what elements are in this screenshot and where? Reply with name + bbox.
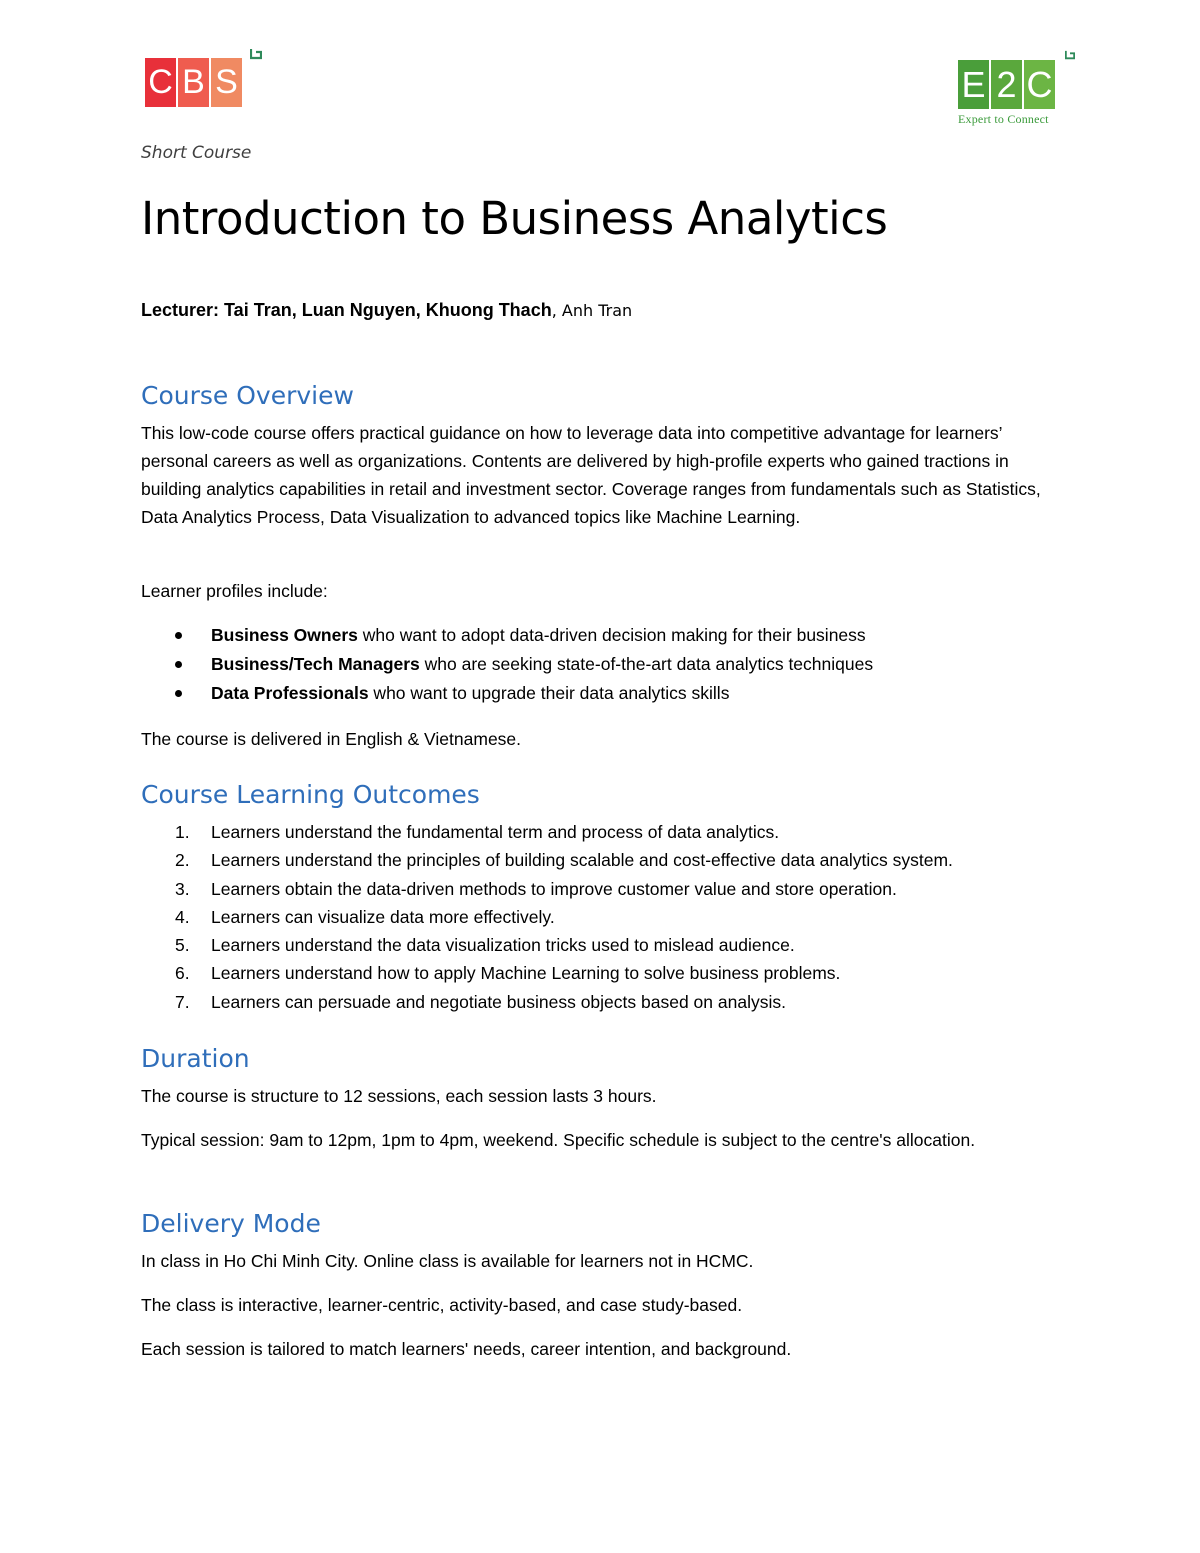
outcome-text: Learners obtain the data-driven methods to improve customer value and store operation. [211, 878, 897, 899]
list-item [141, 818, 1101, 846]
e2c-logo-letter-c: C [1024, 60, 1055, 109]
profile-title: Business/Tech Managers [211, 654, 420, 674]
outcome-text: Learners understand the data visualization tricks used to mislead audience. [211, 935, 795, 956]
language-note: The course is delivered in English & Vietnamese. [141, 729, 522, 749]
list-item [141, 903, 1101, 931]
list-number: 6. [175, 963, 190, 984]
bullet-icon [175, 632, 182, 639]
profile-description: who are seeking state-of-the-art data analytics techniques [419, 654, 874, 674]
list-item [141, 650, 1101, 679]
cbs-logo-letter-c: C [145, 58, 176, 107]
delivery-location: In class in Ho Chi Minh City. Online class is available for learners not in HCMC. [141, 1251, 754, 1271]
list-item [141, 931, 1101, 959]
outcome-text: Learners understand how to apply Machine Learning to solve business problems. [211, 963, 841, 984]
e2c-logo [958, 60, 1058, 130]
list-item [141, 846, 1101, 874]
profile-title: Business Owners [211, 625, 358, 645]
profiles-intro: Learner profiles include: [141, 581, 328, 601]
outcome-text: Learners can visualize data more effectively. [211, 906, 555, 927]
profile-description: who want to adopt data-driven decision making for their business [357, 625, 866, 645]
list-item [141, 875, 1101, 903]
e2c-corner-mark-icon [1065, 50, 1075, 60]
e2c-logo-letter-2: 2 [991, 60, 1022, 109]
section-heading-delivery: Delivery Mode [141, 1209, 321, 1238]
list-number: 1. [175, 822, 190, 842]
course-type-label: Short Course [141, 143, 252, 163]
bullet-icon [175, 661, 182, 668]
learning-outcomes-list [141, 818, 1101, 1016]
section-heading-overview: Course Overview [141, 381, 354, 410]
list-item [141, 988, 1101, 1016]
list-number: 7. [175, 991, 190, 1012]
outcome-text: Learners understand the principles of building scalable and cost-effective data analytics system. [211, 850, 953, 871]
delivery-format: The class is interactive, learner-centric, activity-based, and case study-based. [141, 1295, 743, 1315]
lecturer-extra-name: , Anh Tran [551, 301, 633, 320]
cbs-corner-mark-icon [250, 48, 262, 60]
delivery-tailoring: Each session is tailored to match learners' needs, career intention, and background. [141, 1339, 792, 1359]
cbs-logo [145, 58, 242, 108]
outcome-text: Learners understand the fundamental term and process of data analytics. [211, 822, 780, 842]
duration-schedule: Typical session: 9am to 12pm, 1pm to 4pm, weekend. Specific schedule is subject to the centre's allocation. [141, 1130, 976, 1150]
list-number: 4. [175, 906, 190, 927]
list-number: 3. [175, 878, 190, 899]
section-heading-duration: Duration [141, 1044, 250, 1073]
list-number: 5. [175, 935, 190, 956]
list-number: 2. [175, 850, 190, 871]
cbs-logo-letter-s: S [211, 58, 242, 107]
lecturer-names: Lecturer: Tai Tran, Luan Nguyen, Khuong Thach [141, 300, 552, 320]
list-item [141, 679, 1101, 708]
section-heading-outcomes: Course Learning Outcomes [141, 780, 480, 809]
duration-sessions: The course is structure to 12 sessions, each session lasts 3 hours. [141, 1086, 657, 1106]
cbs-logo-letter-b: B [178, 58, 209, 107]
learner-profiles-list [141, 621, 1101, 708]
list-item [141, 621, 1101, 650]
bullet-icon [175, 690, 182, 697]
e2c-logo-letter-e: E [958, 60, 989, 109]
page-title: Introduction to Business Analytics [141, 192, 888, 245]
list-item [141, 959, 1101, 987]
profile-title: Data Professionals [211, 683, 369, 703]
profile-description: who want to upgrade their data analytics skills [368, 683, 730, 703]
e2c-tagline: Expert to Connect [958, 112, 1049, 126]
outcome-text: Learners can persuade and negotiate business objects based on analysis. [211, 991, 786, 1012]
lecturer-line [141, 300, 632, 321]
overview-paragraph: This low-code course offers practical guidance on how to leverage data into competitive advantage for learners’ personal careers as well as organizations. Contents are delivered by high-profile experts who gained tractions in building analytics capabilities in retail and investment sector. Coverage ranges from fundamentals such as Statistics, Data Analytics Process, Data Visualization to advanced topics like Machine Learning. [141, 423, 1041, 527]
